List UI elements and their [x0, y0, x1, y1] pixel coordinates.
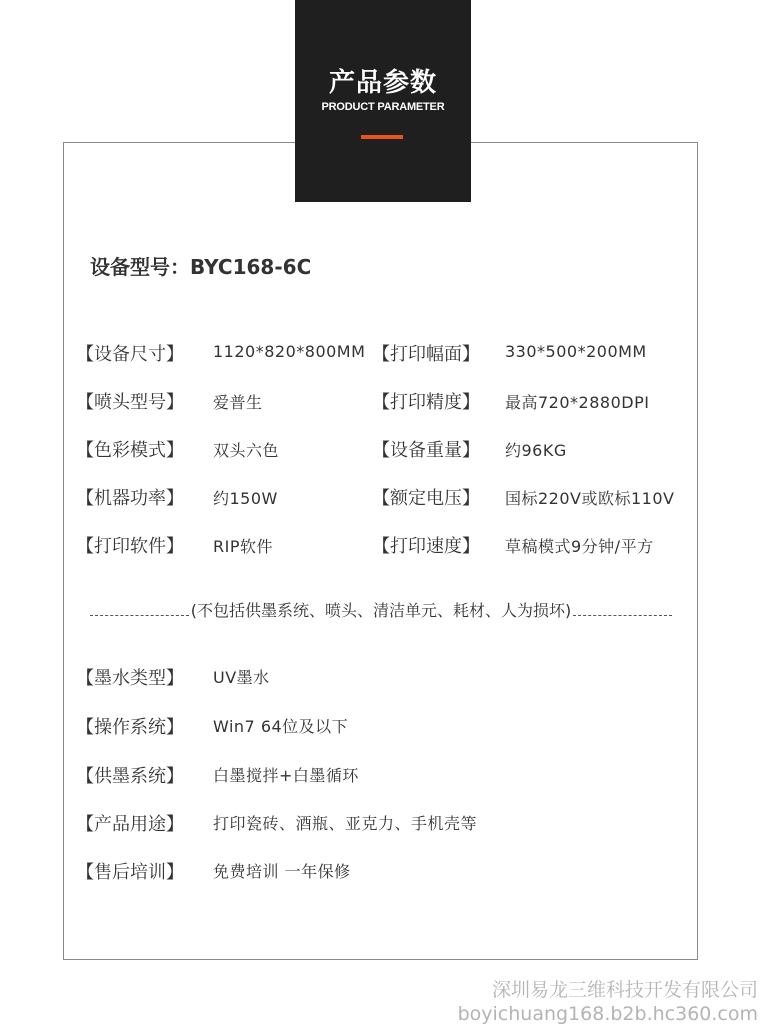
spec-value: 330*500*200MM: [505, 342, 647, 361]
section-title: 产品参数: [328, 68, 437, 98]
spec-value: 约96KG: [505, 441, 567, 460]
spec-label: 【操作系统】: [76, 717, 184, 738]
spec-label: 【墨水类型】: [76, 668, 184, 689]
spec-value: 免费培训 一年保修: [213, 862, 351, 881]
spec-value: 草稿模式9分钟/平方: [505, 537, 654, 556]
spec-value: RIP软件: [213, 537, 273, 556]
spec-label: 【色彩模式】: [76, 440, 184, 461]
spec-value: 爱普生: [213, 393, 263, 412]
section-header: [295, 0, 471, 202]
spec-label: 【售后培训】: [76, 862, 184, 883]
section-subtitle: PRODUCT PARAMETER: [321, 101, 445, 113]
spec-value: Win7 64位及以下: [213, 717, 349, 736]
spec-value: 约150W: [213, 489, 278, 508]
spec-value: 双头六色: [213, 441, 280, 460]
company-url: boyichuang168.b2b.hc360.com: [457, 1003, 758, 1025]
spec-value: 打印瓷砖、酒瓶、亚克力、手机壳等: [213, 814, 478, 833]
spec-value: 最高720*2880DPI: [505, 393, 650, 412]
spec-label: 【喷头型号】: [76, 392, 184, 413]
spec-value: 国标220V或欧标110V: [505, 489, 675, 508]
spec-label: 【供墨系统】: [76, 766, 184, 787]
spec-label: 【设备重量】: [372, 440, 480, 461]
note-dash-right: [573, 615, 672, 616]
model-value: BYC168-6C: [190, 255, 312, 279]
model-line: [90, 251, 311, 280]
model-label: 设备型号：: [90, 255, 190, 279]
spec-label: 【打印软件】: [76, 536, 184, 557]
spec-value: 1120*820*800MM: [213, 342, 366, 361]
spec-label: 【机器功率】: [76, 488, 184, 509]
spec-label: 【产品用途】: [76, 814, 184, 835]
spec-label: 【设备尺寸】: [76, 344, 184, 365]
note-text: (不包括供墨系统、喷头、清洁单元、耗材、人为损坏): [190, 600, 572, 620]
spec-label: 【打印速度】: [372, 536, 480, 557]
watermark: [458, 978, 758, 1026]
spec-value: UV墨水: [213, 668, 270, 687]
accent-bar: [361, 135, 403, 139]
company-name: 深圳易龙三维科技开发有限公司: [491, 979, 758, 1001]
spec-label: 【额定电压】: [372, 488, 480, 509]
spec-label: 【打印幅面】: [372, 344, 480, 365]
spec-value: 白墨搅拌+白墨循环: [213, 766, 359, 785]
spec-label: 【打印精度】: [372, 392, 480, 413]
note-dash-left: [90, 615, 189, 616]
exclusion-note: [90, 596, 672, 622]
